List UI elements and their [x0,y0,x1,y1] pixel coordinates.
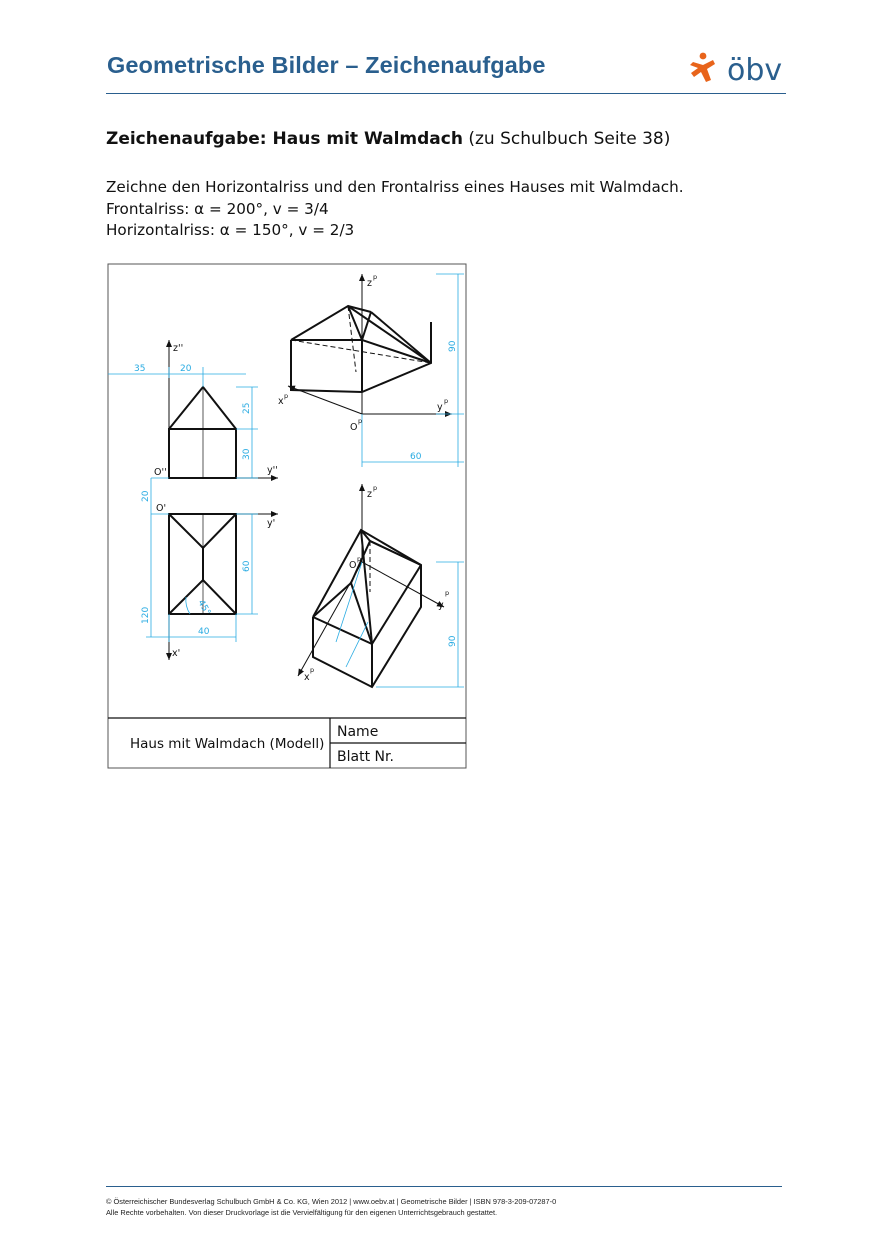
title-block-field-sheet: Blatt Nr. [337,749,394,765]
axo-house-top [291,306,431,392]
axis-label: z [367,278,372,289]
axis-label: O [350,422,358,433]
dimensions-bottom-right [336,562,464,687]
dim-label: 20 [180,364,192,374]
axis-label: y' [267,518,276,529]
axis-label: O [349,560,357,571]
axis-label: p [358,417,363,425]
dim-label: 30 [242,448,252,460]
technical-drawing [106,262,468,770]
axo-house-bottom [313,530,421,687]
axis-label: z [367,489,372,500]
dimension-labels-left [134,364,252,637]
axis-label: x [278,396,284,407]
dim-label: 90 [448,340,458,352]
axis-label: x [304,672,310,683]
task-description [106,177,684,242]
axis-label: y [437,402,443,413]
dim-label: 60 [242,560,252,572]
dim-label: 20 [141,490,151,502]
axis-label: p [357,555,362,563]
drawing-frame [108,264,466,768]
footer [106,1197,556,1218]
axis-label: y'' [267,465,278,476]
footer-copyright: © Österreichischer Bundesverlag Schulbuch GmbH & Co. KG, Wien 2012 | www.oebv.at | Geometrische Bilder | ISBN 978-3-209-07287-0 [106,1197,557,1206]
dim-label: 45° [195,598,213,618]
axis-label: p [310,666,315,674]
dim-label: 35 [134,364,146,374]
axis-label: p [284,392,289,400]
dim-label: 120 [141,606,151,624]
task-line: Zeichne den Horizontalriss und den Frontalriss eines Hauses mit Walmdach. [106,178,684,196]
axis-label: z'' [173,343,184,354]
oebv-logo [689,50,789,86]
dim-label: 90 [448,635,458,647]
axes-top-right [288,274,452,414]
footer-divider [106,1186,782,1187]
axes-left [169,340,278,660]
task-title-rest: (zu Schulbuch Seite 38) [462,129,671,149]
axis-label: p [444,397,449,405]
header-divider [106,93,786,94]
axis-label: O'' [154,467,167,478]
task-line: Frontalriss: α = 200°, v = 3/4 [106,199,329,218]
axis-label: x' [172,648,181,659]
axis-label: p [373,273,378,281]
task-title [106,129,670,149]
axis-labels-top-right [278,273,448,433]
dim-label: 40 [198,627,210,637]
task-line: Horizontalriss: α = 150°, v = 2/3 [106,221,355,239]
dim-label: 60 [410,452,422,462]
axis-label: y [438,600,444,611]
title-block-name: Haus mit Walmdach (Modell) [130,736,325,752]
footer-rights: Alle Rechte vorbehalten. Von dieser Druckvorlage ist die Vervielfältigung für den eigenen Unterrichtsgebrauch gestattet. [106,1207,498,1217]
asterisk-logo-icon [690,53,715,82]
title-block-field-name: Name [337,724,379,740]
task-title-bold: Zeichenaufgabe: Haus mit Walmdach [106,129,463,149]
page-title: Geometrische Bilder – Zeichenaufgabe [107,52,546,78]
logo-text: öbv [727,53,783,86]
axis-label: O' [156,503,167,514]
axis-labels-bottom-right [304,484,449,683]
dim-label: 25 [242,402,252,414]
axis-label: p [445,589,450,597]
front-view [169,387,236,478]
axis-label: p [373,484,378,492]
